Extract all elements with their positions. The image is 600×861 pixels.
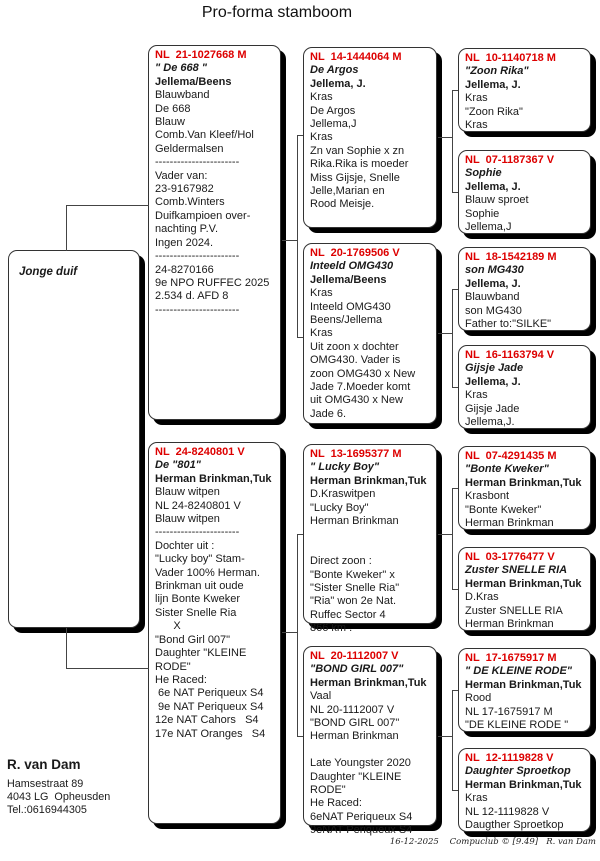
connector-line	[66, 668, 149, 669]
box-line: Jellema,J.	[465, 416, 515, 429]
owner-name: Jellema/Beens	[155, 75, 232, 88]
box-line: Blauw sproet	[465, 194, 529, 207]
box-line: Kras	[310, 287, 333, 300]
pedigree-box-ggparent-2	[458, 150, 591, 234]
box-line: lijn Bonte Kweker	[155, 593, 240, 606]
pigeon-name: De Argos	[310, 64, 359, 77]
owner-name: Herman Brinkman,Tuk	[310, 474, 427, 487]
box-line: zoon OMG430 x New	[310, 367, 416, 380]
box-line: Sister Snelle Ria	[155, 606, 237, 619]
box-line: Blauw witpen	[155, 486, 220, 499]
pedigree-box-grandmother-paternal	[303, 243, 437, 424]
owner-name: Herman Brinkman,Tuk	[465, 678, 582, 691]
box-line: nachting P.V.	[155, 223, 219, 236]
box-line: Blauw witpen	[155, 513, 220, 526]
box-line: Miss Gijsje, Snelle	[310, 171, 400, 184]
owner-name: Herman Brinkman,Tuk	[155, 472, 272, 485]
box-line: Sophie	[465, 207, 500, 220]
pedigree-box-ggparent-7	[458, 648, 591, 732]
box-line: Rood	[465, 692, 492, 705]
box-line: Kras	[465, 792, 488, 805]
ring-number: NL 07-4291435 M	[465, 450, 557, 462]
ring-number: NL 07-1187367 V	[465, 154, 555, 166]
connector-line	[297, 534, 303, 535]
box-line: 6e NAT Periqueux S4	[155, 687, 264, 700]
box-line: "DE KLEINE RODE "	[465, 719, 569, 732]
pigeon-name: " De 668 "	[155, 62, 208, 75]
connector-line	[452, 690, 453, 791]
owner-name: Jellema/Beens	[310, 273, 387, 286]
box-line: Daughter "KLEINE	[155, 647, 247, 660]
box-line: NL 24-8240801 V	[155, 499, 241, 512]
pigeon-name: "Zoon Rika"	[465, 65, 529, 78]
connector-line	[438, 137, 452, 138]
pedigree-box-ggparent-1	[458, 48, 591, 132]
box-line: Blauwband	[465, 291, 520, 304]
connector-line	[297, 337, 303, 338]
connector-line	[297, 736, 303, 737]
box-line: Krasbont	[465, 490, 510, 503]
box-line: Herman Brinkman	[310, 730, 399, 743]
pigeon-name: " Lucky Boy"	[310, 461, 380, 474]
box-line: Comb.Winters	[155, 196, 225, 209]
box-line: NL 17-1675917 M	[465, 705, 553, 718]
print-footer: 16-12-2025 Compuclub © [9.49] R. van Dam	[389, 837, 596, 847]
box-line: OMG430. Vader is	[310, 354, 401, 367]
box-details	[310, 287, 431, 421]
box-line: Gijsje Jade	[465, 402, 520, 415]
box-line: Kras	[310, 91, 333, 104]
pedigree-box-grandfather-paternal	[303, 47, 437, 228]
pigeon-name: Sophie	[465, 167, 502, 180]
box-line: 12e NAT Cahors S4	[155, 714, 259, 727]
box-line: "Bonte Kweker" x	[310, 568, 395, 581]
box-line: uit OMG430 x New	[310, 394, 403, 407]
box-line: "Zoon Rika"	[465, 105, 523, 118]
box-line: Daughter "KLEINE	[310, 770, 402, 783]
box-line: "Lucky Boy"	[310, 501, 369, 514]
pedigree-box-grandfather-maternal	[303, 444, 437, 635]
pigeon-name: Inteeld OMG430	[310, 260, 394, 273]
owner-name: Jellema, J.	[465, 277, 521, 290]
box-line: Duifkampioen over-	[155, 209, 251, 222]
fancier-name: R. van Dam	[7, 757, 81, 772]
box-line: Zuster SNELLE RIA	[465, 604, 563, 617]
ring-number: NL 03-1776477 V	[465, 551, 555, 563]
box-line: 17e NAT Oranges S4	[155, 727, 266, 740]
ring-number: NL 16-1163794 V	[465, 349, 555, 361]
box-line: Ingen 2024.	[155, 236, 214, 249]
box-line: son MG430	[465, 304, 522, 317]
pedigree-box-father	[148, 45, 281, 420]
box-line: Jade 7.Moeder komt	[310, 381, 411, 394]
box-details	[465, 291, 585, 331]
connector-line	[438, 736, 452, 737]
owner-name: Jellema, J.	[465, 180, 521, 193]
ring-number: NL 24-8240801 V	[155, 446, 245, 458]
pedigree-box-ggparent-8	[458, 748, 591, 832]
box-line: "Bond Girl 007"	[155, 633, 231, 646]
box-line: He Raced:	[310, 797, 362, 810]
box-line: 2.534 d. AFD 8	[155, 290, 229, 303]
box-line: -----------------------	[155, 303, 240, 316]
box-line: 23-9167982	[155, 183, 214, 196]
pigeon-name: Daughter Sproetkop	[465, 765, 571, 778]
box-line: NL 20-1112007 V	[310, 703, 395, 716]
pigeon-name: "BOND GIRL 007"	[310, 663, 404, 676]
subject-label: Jonge duif	[19, 266, 78, 278]
box-line: -----------------------	[155, 156, 240, 169]
pedigree-box-ggparent-5	[458, 446, 591, 530]
box-line: Herman Brinkman	[465, 618, 554, 631]
page-title: Pro-forma stamboom	[201, 4, 353, 21]
box-line: Hamsestraat 89	[7, 778, 84, 790]
box-line: Jellema,J	[465, 221, 512, 234]
ring-number: NL 18-1542189 M	[465, 251, 557, 263]
box-line: Inteeld OMG430	[310, 300, 391, 313]
pigeon-name: son MG430	[465, 264, 524, 277]
connector-line	[452, 387, 458, 388]
owner-name: Herman Brinkman,Tuk	[465, 476, 582, 489]
box-line: Jellema,J	[310, 118, 357, 131]
connector-line	[452, 690, 458, 691]
connector-line	[297, 534, 298, 737]
box-line: Kras	[465, 389, 488, 402]
box-line: RODE"	[310, 784, 346, 797]
box-details	[465, 591, 585, 631]
box-details	[155, 486, 275, 741]
box-line: 9eNAT Periqueux S4	[310, 824, 413, 837]
box-line: Late Youngster 2020	[310, 757, 411, 770]
pigeon-name: De "801"	[155, 459, 201, 472]
connector-line	[282, 632, 297, 633]
subject-box	[8, 250, 140, 628]
box-line: RODE"	[155, 660, 191, 673]
ring-number: NL 17-1675917 M	[465, 652, 557, 664]
box-details	[465, 92, 585, 132]
box-details	[465, 194, 585, 234]
box-line: Kras	[310, 327, 333, 340]
connector-line	[438, 333, 452, 334]
box-details	[310, 488, 431, 635]
connector-line	[452, 90, 458, 91]
box-line: He Raced:	[155, 673, 207, 686]
connector-line	[282, 240, 297, 241]
box-details	[465, 692, 585, 732]
box-details	[155, 89, 275, 317]
pedigree-box-ggparent-4	[458, 345, 591, 429]
box-details	[465, 490, 585, 530]
box-line: D.Kras	[465, 591, 499, 604]
owner-name: Jellema, J.	[310, 77, 366, 90]
box-line: Beens/Jellema	[310, 314, 383, 327]
box-line: -----------------------	[155, 250, 240, 263]
connector-line	[452, 192, 458, 193]
pigeon-name: " DE KLEINE RODE"	[465, 665, 572, 678]
box-line: D.Kraswitpen	[310, 488, 376, 501]
connector-line	[438, 534, 452, 535]
ring-number: NL 14-1444064 M	[310, 51, 402, 63]
connector-line	[452, 90, 453, 193]
box-line: Brinkman uit oude	[155, 580, 244, 593]
box-line: Uit zoon x dochter	[310, 340, 399, 353]
box-line: Herman Brinkman	[465, 517, 554, 530]
box-details	[465, 792, 585, 832]
box-line: 24-8270166	[155, 263, 214, 276]
box-line: "Ria" won 2e Nat.	[310, 595, 397, 608]
box-line: Jade 6.	[310, 407, 347, 420]
box-line: 9e NPO RUFFEC 2025	[155, 276, 270, 289]
connector-line	[66, 205, 67, 251]
ring-number: NL 12-1119828 V	[465, 752, 554, 764]
box-line: Ruffec Sector 4	[310, 608, 386, 621]
box-line: Blauw	[155, 116, 185, 129]
ring-number: NL 10-1140718 M	[465, 52, 556, 64]
owner-name: Herman Brinkman,Tuk	[465, 778, 582, 791]
box-line: "Lucky boy" Stam-	[155, 553, 245, 566]
owner-contact-block	[7, 757, 110, 817]
ring-number: NL 13-1695377 M	[310, 448, 402, 460]
box-line: "Sister Snelle Ria"	[310, 582, 400, 595]
box-line: Rika.Rika is moeder	[310, 158, 409, 171]
ring-number: NL 20-1769506 V	[310, 247, 400, 259]
pedigree-box-ggparent-6	[458, 547, 591, 631]
ring-number: NL 20-1112007 V	[310, 650, 399, 662]
box-line: Dochter uit :	[155, 539, 215, 552]
box-line	[310, 542, 431, 555]
owner-name: Herman Brinkman,Tuk	[310, 676, 427, 689]
box-line: Direct zoon :	[310, 555, 372, 568]
connector-line	[452, 790, 458, 791]
box-line: NL 12-1119828 V	[465, 805, 550, 818]
owner-name: Jellema, J.	[465, 78, 521, 91]
connector-line	[297, 135, 303, 136]
box-line	[310, 744, 431, 757]
connector-line	[66, 628, 67, 669]
pigeon-name: Zuster SNELLE RIA	[465, 564, 568, 577]
pedigree-box-mother	[148, 442, 281, 824]
box-line: Herman Brinkman	[310, 515, 399, 528]
box-line: Kras	[310, 131, 333, 144]
box-line: Kras	[465, 119, 488, 132]
connector-line	[452, 488, 458, 489]
box-line: -----------------------	[155, 526, 240, 539]
pigeon-name: "Bonte Kweker"	[465, 463, 549, 476]
box-line: Tel.:0616944305	[7, 804, 87, 816]
box-line: Vader van:	[155, 169, 208, 182]
pigeon-name: Gijsje Jade	[465, 362, 524, 375]
ring-number: NL 21-1027668 M	[155, 49, 247, 61]
box-line: Father to:"SILKE"	[465, 318, 552, 331]
box-line: "Bonte Kweker"	[465, 503, 542, 516]
owner-name: Jellema, J.	[465, 375, 521, 388]
fancier-address	[7, 778, 110, 817]
box-details	[310, 91, 431, 212]
box-line: Vader 100% Herman.	[155, 566, 260, 579]
box-line: Jelle,Marian en	[310, 185, 385, 198]
box-line: Blauwband	[155, 89, 210, 102]
connector-line	[452, 488, 453, 590]
box-line: Zn van Sophie x zn	[310, 144, 405, 157]
box-details	[465, 389, 585, 429]
connector-line	[297, 135, 298, 338]
box-line: 6eNAT Periqueux S4	[310, 810, 413, 823]
pedigree-box-grandmother-maternal	[303, 646, 437, 837]
box-line: 9e NAT Periqueux S4	[155, 700, 264, 713]
box-line: Geldermalsen	[155, 142, 224, 155]
pedigree-box-ggparent-3	[458, 247, 591, 331]
connector-line	[66, 205, 149, 206]
box-line	[310, 528, 431, 541]
box-line: X	[155, 620, 181, 633]
connector-line	[452, 289, 458, 290]
owner-name: Herman Brinkman,Tuk	[465, 577, 582, 590]
box-details	[310, 690, 431, 837]
box-line: Comb.Van Kleef/Hol	[155, 129, 254, 142]
box-line: Daugther Sproetkop	[465, 819, 564, 832]
box-line: "BOND GIRL 007"	[310, 717, 400, 730]
box-line: Rood Meisje.	[310, 198, 375, 211]
box-line: De Argos	[310, 104, 356, 117]
connector-line	[452, 289, 453, 388]
box-line: Vaal	[310, 690, 332, 703]
box-line: De 668	[155, 102, 191, 115]
box-line: Kras	[465, 92, 488, 105]
box-line: 4043 LG Opheusden	[7, 791, 111, 803]
box-line: 866 km .	[310, 622, 353, 635]
connector-line	[452, 589, 458, 590]
